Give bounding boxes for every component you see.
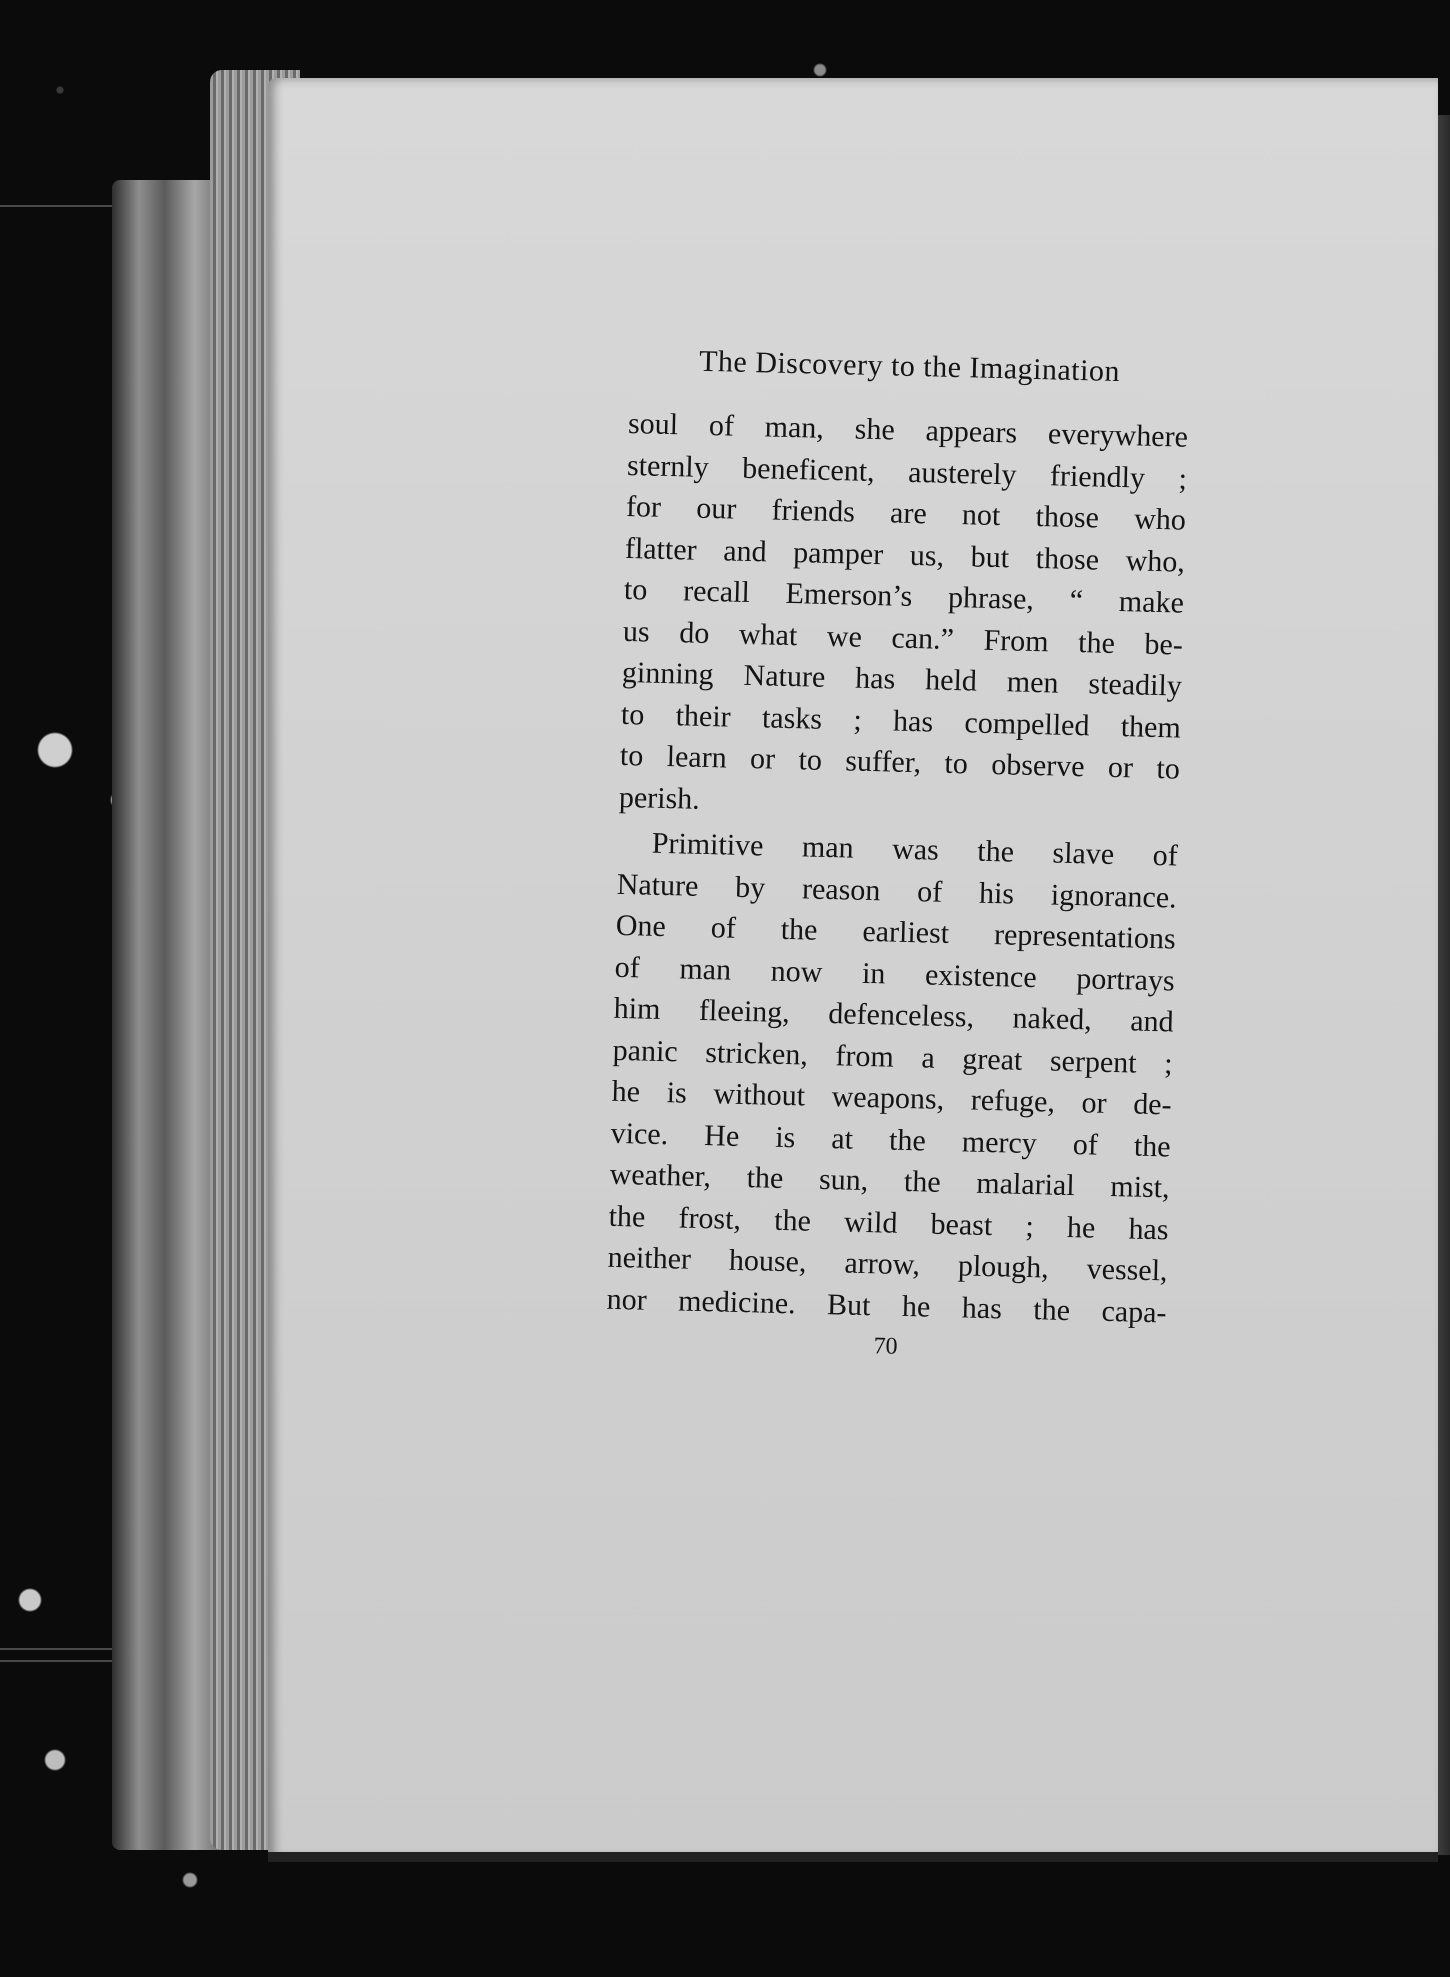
- text-line: us do what we can.” From the be-: [622, 614, 1184, 662]
- paragraph-2: [606, 822, 1178, 1334]
- page-text-block: [605, 345, 1189, 1365]
- paragraph-1: [618, 403, 1188, 832]
- text-line: Nature by reason of his ignorance.: [616, 867, 1178, 915]
- text-line: of man now in existence portrays: [614, 950, 1176, 997]
- text-line: to learn or to suffer, to observe or to: [619, 738, 1181, 786]
- text-line: One of the earliest representations: [615, 908, 1177, 956]
- text-line: flatter and pamper us, but those who,: [624, 531, 1186, 579]
- text-line: panic stricken, from a great serpent ;: [612, 1033, 1174, 1080]
- text-line: vice. He is at the mercy of the: [610, 1116, 1171, 1163]
- text-line: sternly beneficent, austerely friendly ;: [626, 448, 1188, 496]
- text-line: nor medicine. But he has the capa-: [606, 1282, 1167, 1329]
- text-line: to their tasks ; has compelled them: [620, 697, 1182, 745]
- text-line: neither house, arrow, plough, vessel,: [607, 1240, 1168, 1288]
- text-line: to recall Emerson’s phrase, “ make: [623, 572, 1185, 620]
- text-line: perish.: [618, 780, 701, 816]
- text-line: he is without weapons, refuge, or de-: [611, 1074, 1172, 1122]
- running-head: The Discovery to the Imagination: [698, 344, 1121, 388]
- page-bottom-shadow: [268, 1852, 1438, 1862]
- text-line: ginning Nature has held men steadily: [621, 655, 1183, 703]
- text-line: Primitive man was the slave of: [651, 826, 1179, 873]
- text-line: soul of man, she appears everywhere: [627, 406, 1189, 454]
- page-number: 70: [873, 1333, 898, 1360]
- text-line: the frost, the wild beast ; he has: [608, 1199, 1169, 1246]
- text-line: for our friends are not those who: [625, 489, 1187, 537]
- text-line: weather, the sun, the malarial mist,: [609, 1157, 1170, 1205]
- text-line: him fleeing, defenceless, naked, and: [613, 991, 1175, 1039]
